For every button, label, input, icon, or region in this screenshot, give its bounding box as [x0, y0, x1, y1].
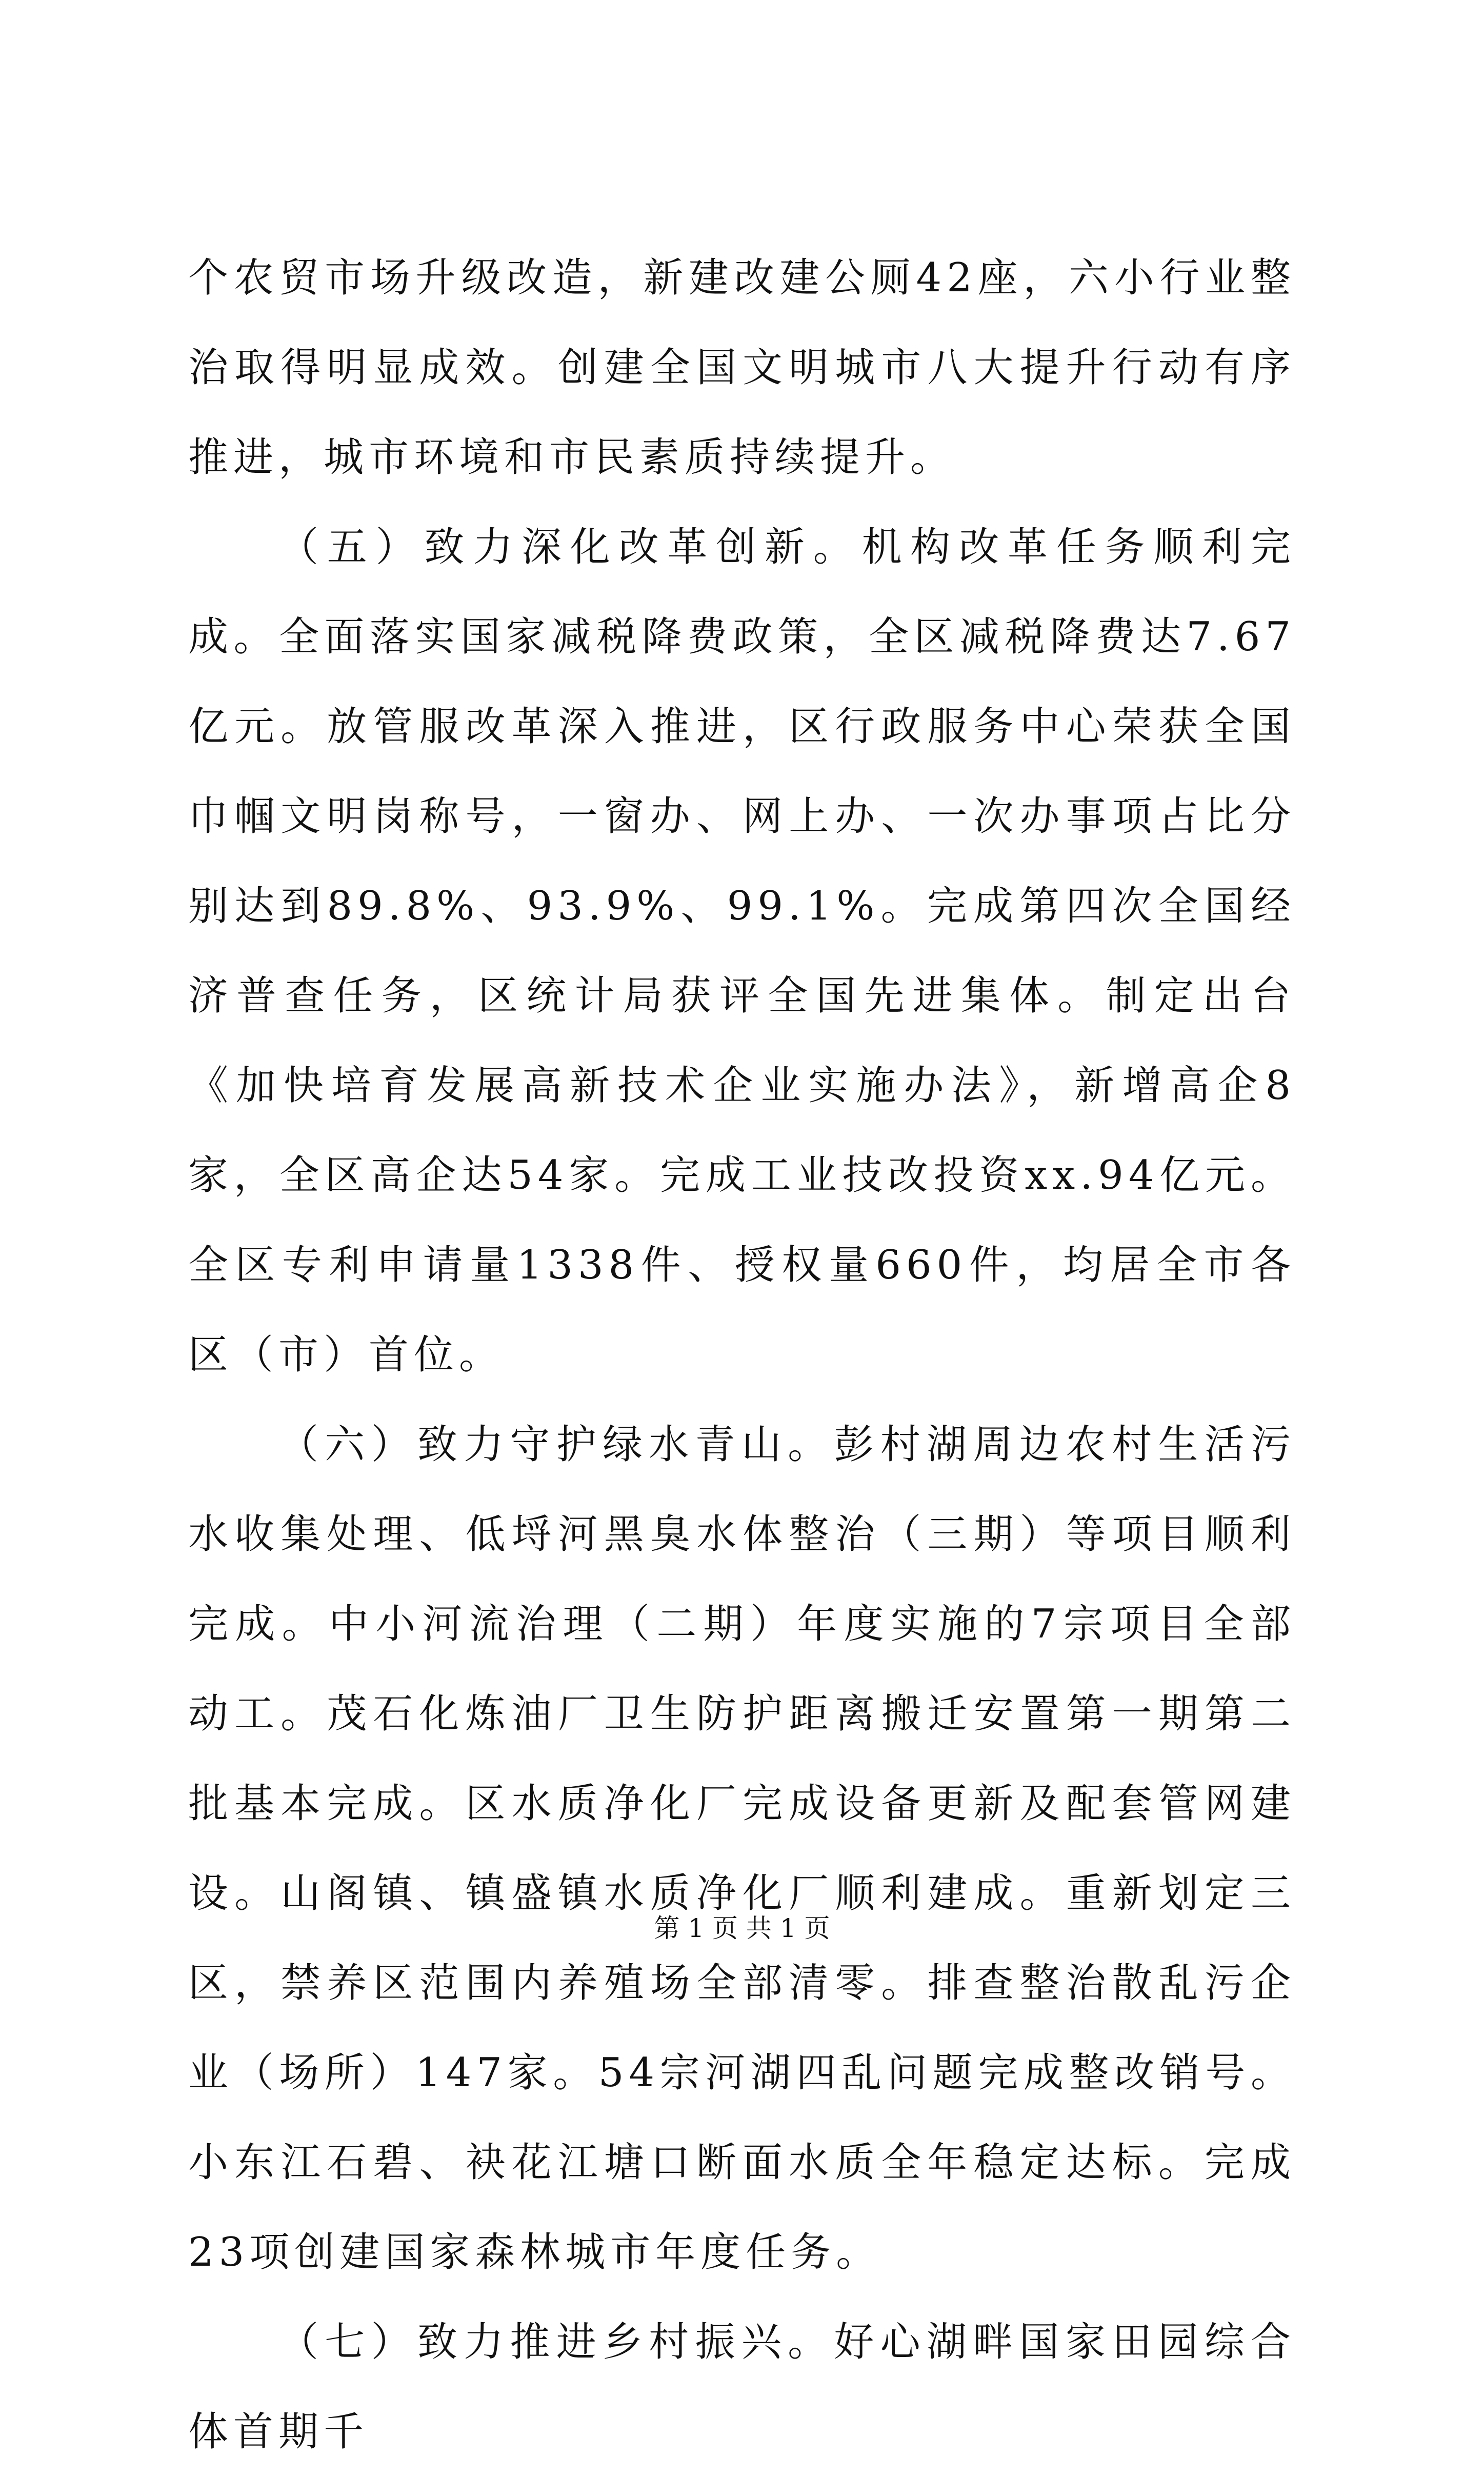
- paragraph-green-environment: （六）致力守护绿水青山。彭村湖周边农村生活污水收集处理、低埒河黑臭水体整治（三期）等项目顺利完成。中小河流治理（二期）年度实施的7宗项目全部动工。茂石化炼油厂卫生防护距离搬迁安置第一期第二批基本完成。区水质净化厂完成设备更新及配套管网建设。山阁镇、镇盛镇水质净化厂顺利建成。重新划定三区，禁养区范围内养殖场全部清零。排查整治散乱污企业（场所）147家。54宗河湖四乱问题完成整改销号。小东江石碧、袂花江塘口断面水质全年稳定达标。完成23项创建国家森林城市年度任务。: [188, 1422, 1296, 2275]
- paragraph-reform-innovation: （五）致力深化改革创新。机构改革任务顺利完成。全面落实国家减税降费政策，全区减税降费达7.67亿元。放管服改革深入推进，区行政服务中心荣获全国巾帼文明岗称号，一窗办、网上办、一次办事项占比分别达到89.8%、93.9%、99.1%。完成第四次全国经济普查任务，区统计局获评全国先进集体。制定出台《加快培育发展高新技术企业实施办法》，新增高企8家，全区高企达54家。完成工业技改投资xx.94亿元。全区专利申请量1338件、授权量660件，均居全市各区（市）首位。: [188, 524, 1296, 1378]
- page-footer: 第 1 页 共 1 页: [654, 1913, 830, 1943]
- paragraph-rural-revitalization: （七）致力推进乡村振兴。好心湖畔国家田园综合体首期千: [188, 2319, 1296, 2455]
- document-body: [188, 233, 1296, 2477]
- paragraph-continuation: 个农贸市场升级改造，新建改建公厕42座，六小行业整治取得明显成效。创建全国文明城市八大提升行动有序推进，城市环境和市民素质持续提升。: [188, 255, 1296, 481]
